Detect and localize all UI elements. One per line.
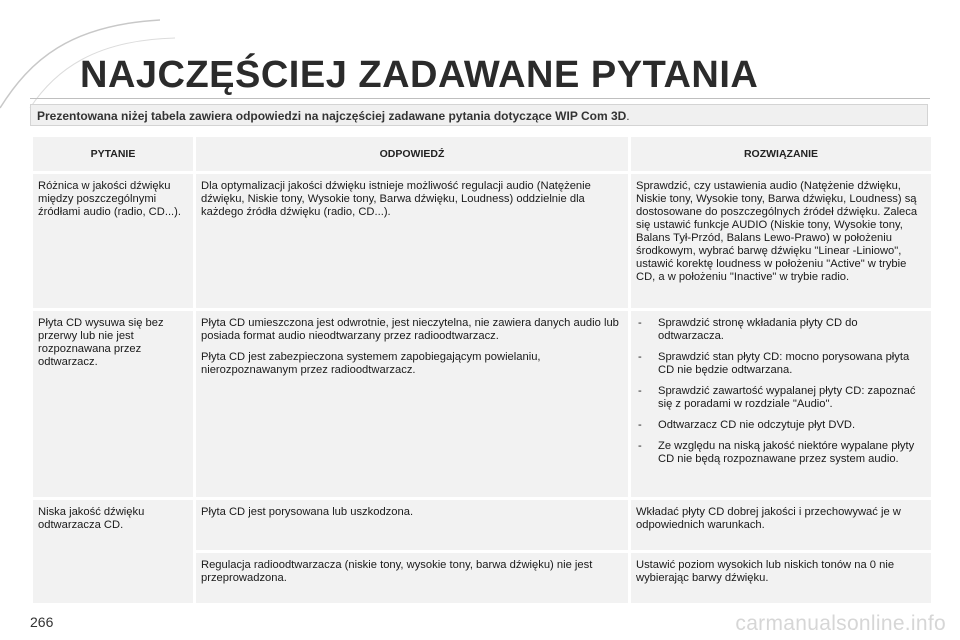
faq-table xyxy=(30,134,934,606)
solution-list-item: - Odtwarzacz CD nie odczytuje płyt DVD. xyxy=(636,419,926,432)
intro-period: . xyxy=(626,109,630,123)
header-answer: ODPOWIEDŹ xyxy=(196,137,628,171)
answer-text: Dla optymalizacji jakości dźwięku istnieje możliwość regulacji audio (Natężenie dźwięku, Niskie tony, Wysokie tony, Barwa dźwięku, Loudness) oddzielnie dla każdego źródła dźwięku (radio, CD...). xyxy=(201,180,591,218)
header-question: PYTANIE xyxy=(33,137,193,171)
answer-text: Regulacja radioodtwarzacza (niskie tony, wysokie tony, barwa dźwięku) nie jest przeprowadzona. xyxy=(201,559,593,584)
solution-list xyxy=(636,317,926,466)
solution-list-item: - Sprawdzić zawartość wypalanej płyty CD: zapoznać się z poradami w rozdziale "Audio". xyxy=(636,385,926,411)
answer-text: Płyta CD jest porysowana lub uszkodzona. xyxy=(201,506,414,518)
intro-text xyxy=(37,109,630,123)
table-header-row xyxy=(33,137,931,171)
question-cell: Niska jakość dźwięku odtwarzacza CD. xyxy=(33,500,193,603)
table-row xyxy=(33,311,931,497)
question-cell: Różnica w jakości dźwięku między poszczególnymi źródłami audio (radio, CD...). xyxy=(33,174,193,308)
page-title: NAJCZĘŚCIEJ ZADAWANE PYTANIA xyxy=(80,54,759,96)
answer-cell xyxy=(196,553,628,603)
answer-text: Płyta CD jest zabezpieczona systemem zapobiegającym powielaniu, nierozpoznawanym przez radioodtwarzacz. xyxy=(201,351,541,376)
page-number: 266 xyxy=(30,614,54,630)
answer-text: Płyta CD umieszczona jest odwrotnie, jest nieczytelna, nie zawiera danych audio lub posiada format audio nieodtwarzany przez radioodtwarzacz. xyxy=(201,317,619,342)
title-divider xyxy=(30,98,930,99)
table-row xyxy=(33,500,931,550)
intro-banner xyxy=(30,104,928,126)
intro-sentence: Prezentowana niżej tabela zawiera odpowiedzi na najczęściej zadawane pytania dotyczące WIP Com 3D xyxy=(37,109,627,123)
watermark: carmanualsonline.info xyxy=(735,612,946,635)
solution-list-item: - Sprawdzić stronę wkładania płyty CD do odtwarzacza. xyxy=(636,317,926,343)
solution-cell: Ustawić poziom wysokich lub niskich tonów na 0 nie wybierając barwy dźwięku. xyxy=(631,553,931,603)
solution-list-item: - Sprawdzić stan płyty CD: mocno porysowana płyta CD nie będzie odtwarzana. xyxy=(636,351,926,377)
table-row xyxy=(33,174,931,308)
header-solution: ROZWIĄZANIE xyxy=(631,137,931,171)
answer-cell xyxy=(196,174,628,308)
solution-cell: Wkładać płyty CD dobrej jakości i przechowywać je w odpowiednich warunkach. xyxy=(631,500,931,550)
solution-cell xyxy=(631,311,931,497)
solution-list-item: - Ze względu na niską jakość niektóre wypalane płyty CD nie będą rozpoznawane przez system audio. xyxy=(636,440,926,466)
answer-cell xyxy=(196,500,628,550)
answer-cell xyxy=(196,311,628,497)
solution-cell: Sprawdzić, czy ustawienia audio (Natężenie dźwięku, Niskie tony, Wysokie tony, Barwa dźwięku, Loudness) są dostosowane do poszczególnych źródeł dźwięku. Zaleca się ustawić funkcje AUDIO (Niskie tony, Wysokie tony, Balans Tył-Przód, Balans Lewo-Prawo) w położeniu środkowym, wybrać barwę dźwięku "Linear -Liniowo", ustawić korektę loudness w położeniu "Active" w trybie CD, a w położeniu "Inactive" w trybie radio. xyxy=(631,174,931,308)
question-cell: Płyta CD wysuwa się bez przerwy lub nie jest rozpoznawana przez odtwarzacz. xyxy=(33,311,193,497)
